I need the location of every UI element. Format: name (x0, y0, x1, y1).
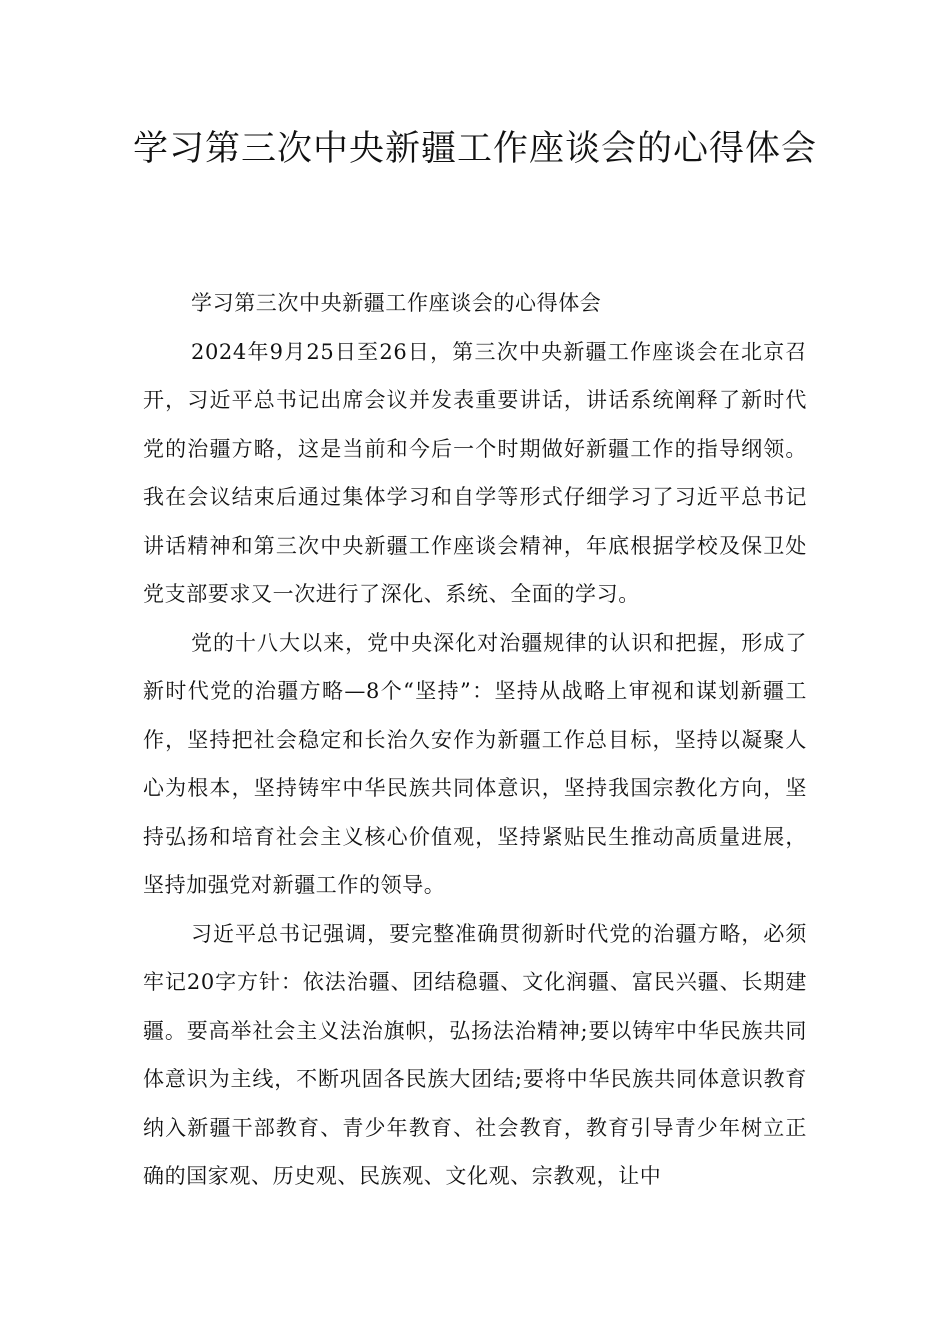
paragraph-twenty-character-policy: 习近平总书记强调，要完整准确贯彻新时代党的治疆方略，必须牢记20字方针：依法治疆、团结稳疆、文化润疆、富民兴疆、长期建疆。要高举社会主义法治旗帜，弘扬法治精神;要以铸牢中华民族共同体意识为主线，不断巩固各民族大团结;要将中华民族共同体意识教育纳入新疆干部教育、青少年教育、社会教育，教育引导青少年树立正确的国家观、历史观、民族观、文化观、宗教观，让中 (143, 921, 807, 1188)
paragraph-meeting-intro: 2024年9月25日至26日，第三次中央新疆工作座谈会在北京召开，习近平总书记出席会议并发表重要讲话，讲话系统阐释了新时代党的治疆方略，这是当前和今后一个时期做好新疆工作的指导纲领。我在会议结束后通过集体学习和自学等形式仔细学习了习近平总书记讲话精神和第三次中央新疆工作座谈会精神，年底根据学校及保卫处党支部要求又一次进行了深化、系统、全面的学习。 (143, 339, 807, 606)
paragraph-eight-persistences: 党的十八大以来，党中央深化对治疆规律的认识和把握，形成了新时代党的治疆方略—8个“坚持”：坚持从战略上审视和谋划新疆工作，坚持把社会稳定和长治久安作为新疆工作总目标，坚持以凝聚人心为根本，坚持铸牢中华民族共同体意识，坚持我国宗教化方向，坚持弘扬和培育社会主义核心价值观，坚持紧贴民生推动高质量进展，坚持加强党对新疆工作的领导。 (143, 630, 807, 897)
document-body (143, 279, 807, 1201)
document-title: 学习第三次中央新疆工作座谈会的心得体会 (132, 129, 817, 169)
paragraph-subtitle: 学习第三次中央新疆工作座谈会的心得体会 (191, 291, 602, 315)
